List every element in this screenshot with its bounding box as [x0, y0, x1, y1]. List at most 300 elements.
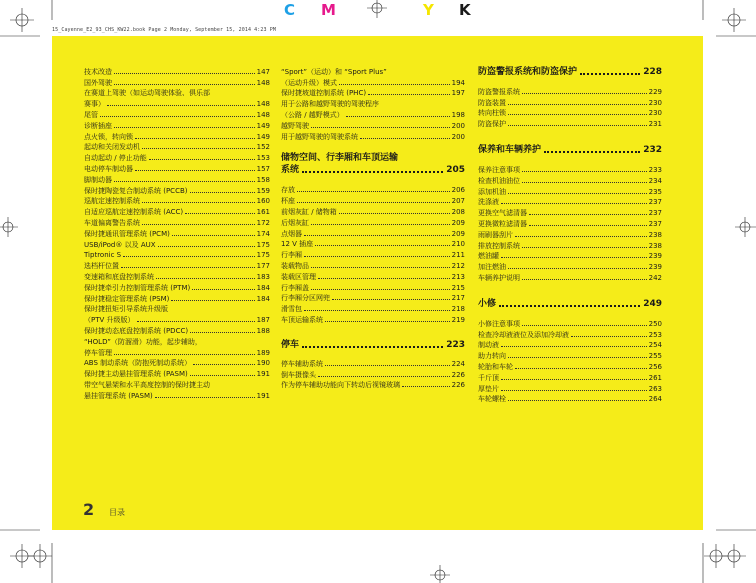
toc-entry: [84, 185, 270, 196]
toc-entry: [84, 98, 270, 109]
toc-entry-title: 车轮螺栓: [478, 395, 506, 404]
toc-entry-page: 194: [451, 78, 465, 87]
section-heading-storage: 储物空间、行李厢和车顶运输: [281, 152, 399, 163]
toc-entry: [281, 369, 465, 380]
toc-entry-page: 174: [256, 229, 270, 238]
dot-leader: [508, 357, 647, 358]
toc-entry-page: 206: [451, 186, 465, 195]
toc-entry-page: 188: [256, 326, 270, 335]
section-heading: [478, 66, 662, 78]
dot-leader: [501, 346, 647, 347]
toc-entry: [84, 347, 270, 358]
toc-entry: [281, 131, 465, 142]
toc-entry-title: 保时捷陶瓷复合制动系统 (PCCB): [84, 186, 188, 195]
toc-entry-title: 车顶运输系统: [281, 315, 323, 324]
dot-leader: [149, 159, 255, 160]
dot-leader: [304, 310, 450, 311]
section-page: 205: [446, 164, 465, 175]
toc-entry-page: 250: [648, 319, 662, 328]
dot-leader: [508, 268, 647, 269]
section-heading: [478, 298, 662, 310]
toc-entry: [84, 390, 270, 401]
toc-entry: [281, 66, 465, 77]
dot-leader: [123, 256, 255, 257]
toc-entry-title: “Sport”（运动）和 “Sport Plus”: [281, 67, 387, 76]
dot-leader: [522, 182, 647, 183]
toc-entry-title: 保时捷主动悬挂管理系统 (PASM): [84, 370, 188, 379]
toc-entry: [478, 261, 662, 272]
toc-entry: [84, 131, 270, 142]
toc-entry-page: 256: [648, 362, 662, 371]
toc-entry-title: 保时捷牵引力控制管理系统 (PTM): [84, 283, 191, 292]
dot-leader: [135, 138, 255, 139]
dot-leader: [402, 386, 450, 387]
toc-entry-title: 越野驾驶: [281, 121, 309, 130]
toc-entry-title: “HOLD”（防溜滑）功能，起步辅助，: [84, 337, 202, 346]
toc-entry-title: 用于越野驾驶的驾驶系统: [281, 132, 358, 141]
cmyk-k-letter: K: [459, 1, 471, 19]
toc-entry: [478, 383, 662, 394]
toc-entry-page: 200: [451, 121, 465, 130]
toc-entry-page: 219: [451, 315, 465, 324]
dot-leader: [508, 400, 647, 401]
toc-entry-page: 209: [451, 229, 465, 238]
toc-entry: [478, 97, 662, 108]
toc-entry: [281, 206, 465, 217]
toc-entry-title: 小修注意事项: [478, 319, 520, 328]
toc-entry-page: 238: [648, 241, 662, 250]
toc-entry-page: 147: [256, 67, 270, 76]
toc-entry: [281, 195, 465, 206]
toc-entry: [478, 197, 662, 208]
dot-leader: [172, 235, 255, 236]
dot-leader: [508, 104, 647, 105]
toc-entry: [478, 272, 662, 283]
dot-leader: [155, 397, 255, 398]
toc-entry: [84, 368, 270, 379]
toc-entry-page: 217: [451, 294, 465, 303]
toc-entry: [281, 98, 465, 109]
toc-entry: [84, 379, 270, 390]
toc-entry-page: 226: [451, 370, 465, 379]
toc-entry: [478, 164, 662, 175]
dot-leader: [158, 246, 255, 247]
toc-entry: [84, 239, 270, 250]
toc-entry-title: （公路 / 越野模式）: [281, 110, 344, 119]
dot-leader: [135, 170, 255, 171]
dot-leader: [304, 256, 450, 257]
toc-entry-title: 作为停车辅助功能向下转动后视镜玻璃: [281, 381, 400, 390]
toc-entry: [84, 282, 270, 293]
toc-entry-title: 停车管理: [84, 348, 112, 357]
dot-leader: [339, 84, 450, 85]
toc-entry-title: 保时捷坡道控制系统 (PHC): [281, 89, 367, 98]
dot-leader: [190, 375, 255, 376]
toc-entry-page: 242: [648, 273, 662, 282]
toc-column-2: [281, 66, 465, 390]
dot-leader: [107, 105, 255, 106]
toc-entry: [84, 271, 270, 282]
dot-leader: [522, 279, 647, 280]
toc-entry-title: 装载物品: [281, 261, 309, 270]
toc-entry-page: 190: [256, 359, 270, 368]
toc-entry-title: 选档杆位置: [84, 262, 119, 271]
dot-leader: [304, 235, 450, 236]
toc-entry: [84, 250, 270, 261]
toc-entry: [84, 228, 270, 239]
toc-entry-title: 变速箱和底盘控制系统: [84, 272, 154, 281]
toc-entry: [281, 77, 465, 88]
toc-entry-title: 自动起动 / 停止功能: [84, 154, 147, 163]
toc-entry: [281, 303, 465, 314]
dot-leader: [114, 84, 255, 85]
toc-entry: [281, 314, 465, 325]
toc-entry-page: 152: [256, 143, 270, 152]
toc-entry: [281, 293, 465, 304]
toc-entry: [281, 282, 465, 293]
dot-leader: [311, 224, 450, 225]
toc-entry-title: 加注燃油: [478, 263, 506, 272]
toc-entry-title: 保养注意事项: [478, 165, 520, 174]
toc-entry: [84, 142, 270, 153]
toc-entry-title: 装载区管理: [281, 272, 316, 281]
toc-entry-title: 停车辅助系统: [281, 359, 323, 368]
toc-entry: [84, 325, 270, 336]
dot-leader: [529, 214, 647, 215]
toc-entry-page: 224: [451, 359, 465, 368]
toc-entry-page: 207: [451, 197, 465, 206]
toc-entry-page: 229: [648, 87, 662, 96]
dot-leader: [501, 203, 647, 204]
dot-leader: [121, 267, 255, 268]
toc-entry-page: 157: [256, 164, 270, 173]
toc-entry-title: 防盗保护: [478, 120, 506, 129]
toc-entry-title: 防盗装置: [478, 98, 506, 107]
dot-leader: [142, 202, 255, 203]
toc-entry: [84, 88, 270, 99]
toc-entry-title: 点烟器: [281, 229, 302, 238]
toc-entry-title: 滑雪包: [281, 305, 302, 314]
toc-entry-title: 行李厢分区网兜: [281, 294, 330, 303]
toc-entry: [478, 329, 662, 340]
dot-leader: [522, 247, 647, 248]
toc-entry: [84, 260, 270, 271]
dot-leader: [156, 278, 255, 279]
toc-entry-title: 国外驾驶: [84, 78, 112, 87]
toc-column-3: [478, 66, 662, 404]
dot-leader: [508, 193, 647, 194]
dot-leader: [311, 127, 450, 128]
dot-leader: [114, 354, 255, 355]
dot-leader: [508, 125, 647, 126]
toc-entry: [84, 120, 270, 131]
toc-entry-page: 160: [256, 197, 270, 206]
dot-leader: [544, 151, 640, 153]
toc-entry-page: 218: [451, 305, 465, 314]
toc-entry-title: 前烟灰缸 / 储物箱: [281, 207, 337, 216]
dot-leader: [297, 202, 450, 203]
dot-leader: [137, 321, 255, 322]
dot-leader: [190, 332, 255, 333]
toc-entry-title: 更换空气滤清器: [478, 209, 527, 218]
dot-leader: [522, 93, 647, 94]
toc-entry: [281, 380, 465, 391]
toc-entry-page: 153: [256, 154, 270, 163]
toc-entry-title: Tiptronic S: [84, 251, 122, 260]
toc-entry-title: 助力转向: [478, 352, 506, 361]
toc-entry: [478, 251, 662, 262]
section-page: 232: [643, 145, 662, 156]
toc-entry: [84, 314, 270, 325]
toc-entry-title: 车道偏离警告系统: [84, 218, 140, 227]
toc-entry-page: 191: [256, 370, 270, 379]
dot-leader: [501, 257, 647, 258]
toc-entry-page: 253: [648, 330, 662, 339]
toc-entry-page: 226: [451, 381, 465, 390]
dot-leader: [529, 225, 647, 226]
section-heading-parking: 停车 223: [281, 339, 465, 350]
toc-entry: [84, 163, 270, 174]
toc-entry-title: 制动液: [478, 341, 499, 350]
toc-entry: [281, 88, 465, 99]
toc-entry-page: 239: [648, 252, 662, 261]
toc-entry-title: 后烟灰缸: [281, 218, 309, 227]
page-number: 2: [83, 500, 95, 519]
toc-entry-page: 184: [256, 283, 270, 292]
toc-entry-page: 172: [256, 218, 270, 227]
toc-entry-title: （运动升级）模式: [281, 78, 337, 87]
toc-entry-title: 起动和关闭发动机: [84, 143, 140, 152]
dot-leader: [171, 300, 254, 301]
toc-entry-page: 175: [256, 240, 270, 249]
section-heading-storage-line2: 系统 205: [281, 164, 465, 175]
toc-entry-title: 悬挂管理系统 (PASM): [84, 391, 153, 400]
toc-entry: [84, 152, 270, 163]
dot-leader: [142, 224, 255, 225]
toc-entry: [84, 109, 270, 120]
toc-entry-title: 洗涤液: [478, 198, 499, 207]
toc-entry-page: 197: [451, 89, 465, 98]
toc-entry-page: 198: [451, 110, 465, 119]
section-title: 保养和车辆养护: [478, 145, 542, 156]
toc-entry-title: 保时捷稳定管理系统 (PSM): [84, 294, 170, 303]
toc-entry-page: 237: [648, 198, 662, 207]
dot-leader: [318, 278, 450, 279]
dot-leader: [318, 376, 450, 377]
toc-entry-title: 检查冷却液液位及添加冷却液: [478, 330, 569, 339]
toc-entry-title: 排放控制系统: [478, 241, 520, 250]
toc-entry: [478, 86, 662, 97]
toc-entry-page: 261: [648, 373, 662, 382]
toc-entry-title: 燃油罐: [478, 252, 499, 261]
toc-entry-page: 234: [648, 176, 662, 185]
print-file-header: 15_Cayenne_E2_93_CHS_KW22.book Page 2 Monday, September 15, 2014 4:23 PM: [52, 27, 276, 33]
dot-leader: [339, 213, 450, 214]
toc-entry: [478, 340, 662, 351]
toc-entry-title: 巡航定速控制系统: [84, 197, 140, 206]
toc-entry-page: 231: [648, 120, 662, 129]
toc-entry: [478, 394, 662, 405]
toc-entry-title: 12 V 插座: [281, 240, 314, 249]
toc-entry: [478, 118, 662, 129]
toc-entry-title: 脚制动器: [84, 175, 112, 184]
toc-entry-title: 诊断插座: [84, 121, 112, 130]
toc-entry-page: 233: [648, 165, 662, 174]
toc-entry-title: USB/iPod® 以及 AUX: [84, 240, 156, 249]
toc-entry: [84, 66, 270, 77]
toc-entry-page: 159: [256, 186, 270, 195]
section-page: 223: [446, 339, 465, 350]
toc-entry-page: 238: [648, 230, 662, 239]
toc-entry-page: 149: [256, 132, 270, 141]
toc-entry: [281, 228, 465, 239]
toc-entry-title: 检查机油油位: [478, 176, 520, 185]
toc-entry-page: 149: [256, 121, 270, 130]
toc-entry-title: 防盗警报系统: [478, 87, 520, 96]
toc-entry: [478, 350, 662, 361]
toc-entry-page: 213: [451, 272, 465, 281]
page-label: 目录: [109, 508, 125, 517]
toc-entry-page: 237: [648, 209, 662, 218]
toc-entry: [478, 372, 662, 383]
toc-entry-title: 保时捷通讯管理系统 (PCM): [84, 229, 170, 238]
section-title: 小修: [478, 298, 497, 309]
toc-entry-page: 148: [256, 100, 270, 109]
toc-entry-title: 保时捷动态底盘控制系统 (PDCC): [84, 326, 189, 335]
toc-entry-page: 209: [451, 218, 465, 227]
toc-entry: [84, 304, 270, 315]
toc-entry-page: 208: [451, 207, 465, 216]
toc-entry-page: 148: [256, 110, 270, 119]
toc-entry: [281, 239, 465, 250]
toc-entry: [478, 240, 662, 251]
toc-entry-page: 264: [648, 395, 662, 404]
dot-leader: [522, 171, 647, 172]
toc-entry-page: 158: [256, 175, 270, 184]
toc-entry: [478, 361, 662, 372]
toc-entry-page: 263: [648, 384, 662, 393]
section-page: 228: [643, 67, 662, 77]
dot-leader: [346, 116, 450, 117]
section-title: 防盗警报系统和防盗保护: [478, 67, 578, 77]
dot-leader: [515, 368, 647, 369]
toc-entry-page: 235: [648, 187, 662, 196]
toc-entry: [281, 109, 465, 120]
toc-entry-title: 雨刷器刮片: [478, 230, 513, 239]
dot-leader: [499, 305, 640, 307]
toc-entry: [84, 196, 270, 207]
toc-entry-page: 237: [648, 219, 662, 228]
toc-entry-title: 厚垫片: [478, 384, 499, 393]
toc-entry-title: 技术改造: [84, 67, 112, 76]
toc-entry-page: 211: [451, 251, 465, 260]
toc-entry: [281, 217, 465, 228]
dot-leader: [100, 116, 255, 117]
toc-entry: [478, 318, 662, 329]
section-page: 249: [643, 298, 662, 309]
toc-entry-page: 183: [256, 272, 270, 281]
toc-entry-title: 带空气悬架和水平高度控制的保时捷主动: [84, 380, 210, 389]
toc-entry-page: 161: [256, 208, 270, 217]
toc-entry-title: 轮胎和车轮: [478, 362, 513, 371]
dot-leader: [185, 213, 254, 214]
toc-entry: [281, 249, 465, 260]
toc-entry-title: 在赛道上驾驶（如运动驾驶体验、俱乐部: [84, 89, 210, 98]
toc-entry-page: 177: [256, 262, 270, 271]
toc-entry-title: （PTV 升级版）: [84, 316, 135, 325]
toc-entry-title: 赛事）: [84, 100, 105, 109]
toc-entry: [281, 260, 465, 271]
dot-leader: [332, 299, 450, 300]
toc-entry: [84, 217, 270, 228]
toc-entry: [478, 207, 662, 218]
toc-entry-page: 184: [256, 294, 270, 303]
dot-leader: [325, 321, 450, 322]
toc-entry-page: 189: [256, 348, 270, 357]
toc-entry-title: 杯座: [281, 197, 295, 206]
dot-leader: [315, 245, 449, 246]
toc-entry-title: 行李厢盖: [281, 283, 309, 292]
toc-entry-page: 200: [451, 132, 465, 141]
dot-leader: [501, 379, 647, 380]
toc-entry-page: 215: [451, 283, 465, 292]
toc-entry-page: 255: [648, 352, 662, 361]
toc-entry: [84, 174, 270, 185]
toc-entry-title: 转向柱锁: [478, 109, 506, 118]
dot-leader: [114, 127, 255, 128]
toc-entry-page: 239: [648, 263, 662, 272]
toc-entry-page: 175: [256, 251, 270, 260]
toc-entry-title: 自适应巡航定速控制系统 (ACC): [84, 208, 184, 217]
toc-entry: [478, 186, 662, 197]
dot-leader: [325, 365, 450, 366]
toc-entry-title: 更换微粒滤清器: [478, 219, 527, 228]
toc-entry-title: 电动停车制动器: [84, 164, 133, 173]
toc-entry-title: 尾管: [84, 110, 98, 119]
toc-entry-title: 点火锁，转向锁: [84, 132, 133, 141]
dot-leader: [190, 192, 255, 193]
toc-entry-title: 存放: [281, 186, 295, 195]
cmyk-y-letter: Y: [423, 1, 434, 19]
dot-leader: [522, 325, 647, 326]
toc-column-1: [84, 66, 270, 401]
toc-entry-title: 车辆养护说明: [478, 273, 520, 282]
dot-leader: [311, 267, 450, 268]
toc-entry: [281, 185, 465, 196]
dot-leader: [580, 73, 640, 75]
toc-entry-title: 行李厢: [281, 251, 302, 260]
dot-leader: [515, 236, 647, 237]
section-heading: [478, 144, 662, 156]
toc-entry: [84, 336, 270, 347]
toc-entry-page: 210: [451, 240, 465, 249]
dot-leader: [360, 138, 450, 139]
toc-entry-title: 用于公路和越野驾驶的驾驶程序: [281, 100, 379, 109]
dot-leader: [311, 289, 450, 290]
toc-entry: [478, 175, 662, 186]
cmyk-m-letter: M: [321, 1, 336, 19]
toc-entry-title: 添加机油: [478, 187, 506, 196]
toc-entry: [281, 358, 465, 369]
toc-entry: [478, 108, 662, 119]
dot-leader: [508, 114, 647, 115]
toc-entry-page: 230: [648, 109, 662, 118]
toc-entry: [84, 293, 270, 304]
toc-entry-page: 254: [648, 341, 662, 350]
toc-entry: [478, 218, 662, 229]
dot-leader: [297, 191, 450, 192]
toc-entry: [84, 358, 270, 369]
